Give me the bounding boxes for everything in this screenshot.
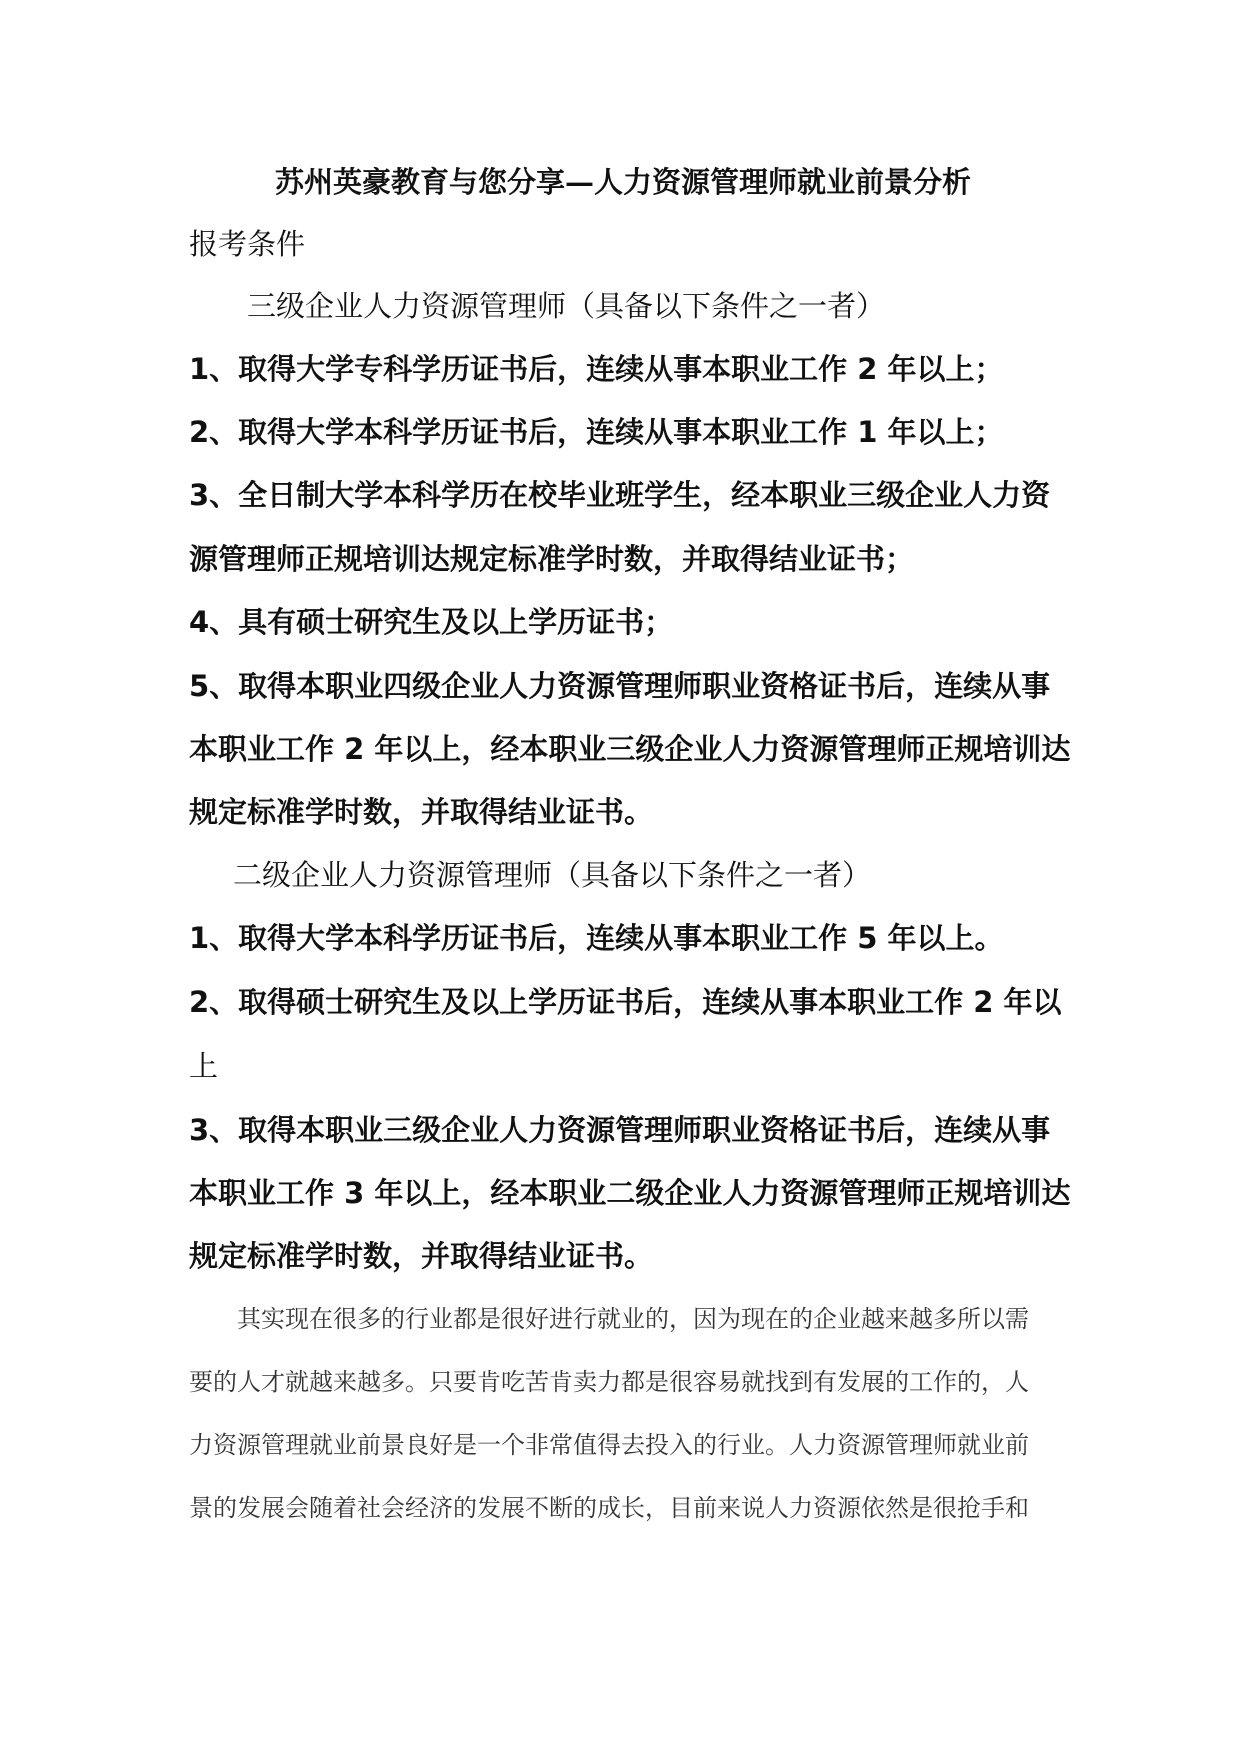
level2-heading: 二级企业人力资源管理师（具备以下条件之一者）: [233, 858, 872, 892]
level2-line: 3、取得本职业三级企业人力资源管理师职业资格证书后，连续从事: [189, 1113, 1051, 1147]
level2-line: 上: [189, 1049, 219, 1083]
paragraph-line: 景的发展会随着社会经济的发展不断的成长，目前来说人力资源依然是很抢手和: [189, 1494, 1029, 1522]
level3-line: 1、取得大学专科学历证书后，连续从事本职业工作 2 年以上；: [189, 352, 1004, 386]
level2-line: 本职业工作 3 年以上，经本职业二级企业人力资源管理师正规培训达: [189, 1176, 1071, 1210]
level3-line: 3、全日制大学本科学历在校毕业班学生，经本职业三级企业人力资: [189, 478, 1051, 512]
level3-line: 2、取得大学本科学历证书后，连续从事本职业工作 1 年以上；: [189, 415, 1004, 449]
level3-heading: 三级企业人力资源管理师（具备以下条件之一者）: [247, 289, 886, 323]
level3-line: 5、取得本职业四级企业人力资源管理师职业资格证书后，连续从事: [189, 669, 1051, 703]
paragraph-line: 其实现在很多的行业都是很好进行就业的，因为现在的企业越来越多所以需: [237, 1305, 1029, 1333]
level3-line: 源管理师正规培训达规定标准学时数，并取得结业证书；: [189, 542, 915, 576]
level2-line: 2、取得硕士研究生及以上学历证书后，连续从事本职业工作 2 年以: [189, 985, 1062, 1019]
level2-line: 规定标准学时数，并取得结业证书。: [189, 1239, 654, 1273]
level3-line: 规定标准学时数，并取得结业证书。: [189, 795, 654, 829]
paragraph-line: 要的人才就越来越多。只要肯吃苦肯卖力都是很容易就找到有发展的工作的，人: [189, 1368, 1029, 1396]
document-title: 苏州英豪教育与您分享—人力资源管理师就业前景分析: [275, 165, 972, 199]
level2-line: 1、取得大学本科学历证书后，连续从事本职业工作 5 年以上。: [189, 921, 1004, 955]
level3-line: 本职业工作 2 年以上，经本职业三级企业人力资源管理师正规培训达: [189, 732, 1071, 766]
paragraph-line: 力资源管理就业前景良好是一个非常值得去投入的行业。人力资源管理师就业前: [189, 1431, 1029, 1459]
level3-line: 4、具有硕士研究生及以上学历证书；: [189, 605, 674, 639]
section-heading: 报考条件: [189, 227, 306, 261]
